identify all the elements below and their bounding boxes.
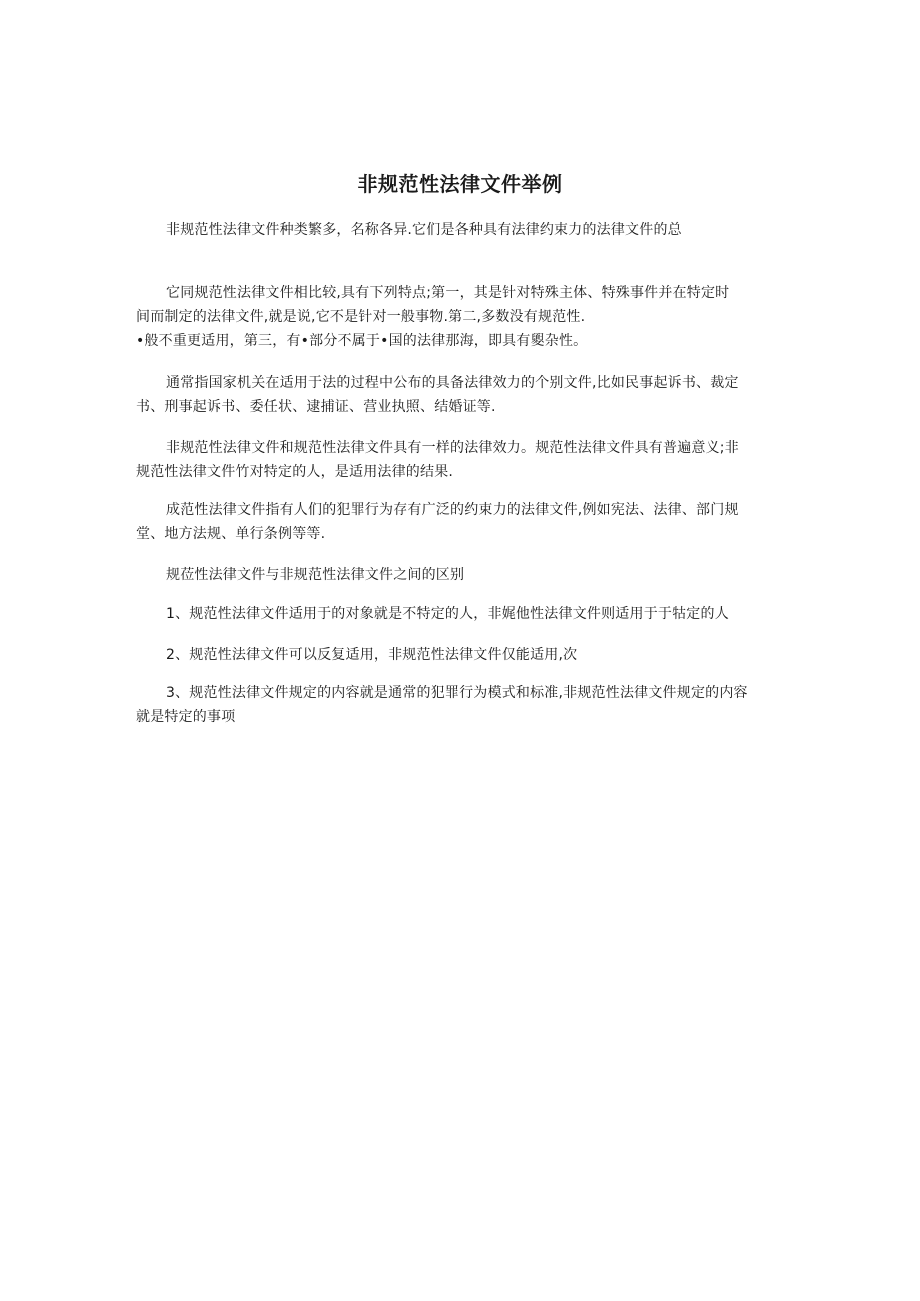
paragraph-line: •般不重更适用，第三，有•部分不属于•国的法律那海，即具有夓杂性。 bbox=[136, 333, 588, 349]
paragraph-line: 书、刑事起诉书、委任状、逮捕证、营业执照、结婚证等. bbox=[136, 399, 496, 415]
paragraph-line: 2、规范性法律文件可以反复适用，非规范性法律文件仅能适用,次 bbox=[166, 647, 578, 663]
paragraph-8 bbox=[136, 643, 796, 667]
document-title: 非规范性法律文件举例 bbox=[357, 172, 563, 196]
paragraph-line: 3、规范性法律文件规定的内容就是通常的犯罪行为模式和标准,非规范性法律文件规定的内容 bbox=[166, 685, 748, 701]
paragraph-7 bbox=[136, 602, 796, 626]
paragraph-2 bbox=[136, 281, 796, 353]
paragraph-line: 它同规范性法律文件相比较,具有下列特点;第一，其是针对特殊主体、特殊事件并在特定时 bbox=[166, 285, 730, 301]
paragraph-line: 堂、地方法规、单行条例等等. bbox=[136, 526, 326, 542]
paragraph-line: 规莅性法律文件与非规范性法律文件之间的区别 bbox=[166, 567, 465, 583]
paragraph-4 bbox=[136, 436, 796, 484]
paragraph-line: 非规范性法律文件种类繁多，名称各异.它们是各种具有法律约束力的法律文件的总 bbox=[166, 222, 682, 238]
paragraph-line: 通常指国家机关在适用于法的过程中公布的具备法律效力的个别文件,比如民事起诉书、裁定 bbox=[166, 375, 739, 391]
paragraph-1 bbox=[136, 218, 796, 242]
paragraph-line: 间而制定的法律文件,就是说,它不是针对一般事物.第二,多数没有规范性. bbox=[136, 309, 586, 325]
paragraph-line: 成范性法律文件指有人们的犯罪行为存有广泛的约束力的法律文件,例如宪法、法律、部门规 bbox=[166, 502, 739, 518]
paragraph-line: 非规范性法律文件和规范性法律文件具有一样的法律效力。规范性法律文件具有普遍意义;非 bbox=[166, 440, 739, 456]
paragraph-line: 规范性法律文件竹对特定的人，是适用法律的结果. bbox=[136, 464, 454, 480]
paragraph-line: 就是特定的事项 bbox=[136, 709, 236, 725]
paragraph-6 bbox=[136, 563, 796, 587]
paragraph-line: 1、规范性法律文件适用于的对象就是不特定的人，非娓他性法律文件则适用于于牯定的人 bbox=[166, 606, 729, 622]
paragraph-3 bbox=[136, 371, 796, 419]
paragraph-5 bbox=[136, 498, 796, 546]
paragraph-9 bbox=[136, 681, 796, 729]
